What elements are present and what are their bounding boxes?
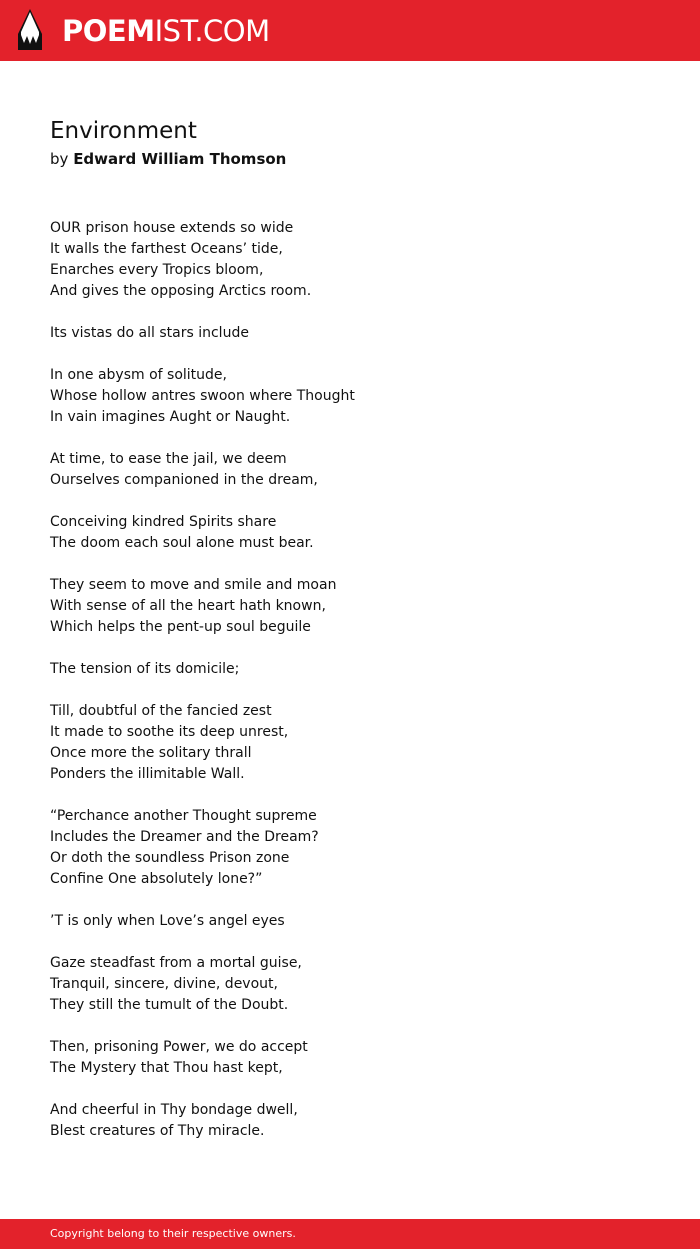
- poem-line: It walls the farthest Oceans’ tide,: [50, 241, 283, 257]
- poem-line: And gives the opposing Arctics room.: [50, 283, 312, 299]
- poem-line: The tension of its domicile;: [50, 661, 240, 677]
- poem-line: ’T is only when Love’s angel eyes: [50, 913, 285, 929]
- poem-line: Blest creatures of Thy miracle.: [50, 1123, 265, 1139]
- stanza: [50, 659, 650, 680]
- poem-line: Then, prisoning Power, we do accept: [50, 1039, 308, 1055]
- poem-line: Ourselves companioned in the dream,: [50, 472, 318, 488]
- poem-line: OUR prison house extends so wide: [50, 220, 294, 236]
- poem-line: With sense of all the heart hath known,: [50, 598, 326, 614]
- stanza: [50, 701, 650, 785]
- poem-line: In one abysm of solitude,: [50, 367, 227, 383]
- poem-line: Ponders the illimitable Wall.: [50, 766, 245, 782]
- stanza: [50, 512, 650, 554]
- pencil-icon[interactable]: [17, 9, 43, 51]
- poem-line: Enarches every Tropics bloom,: [50, 262, 264, 278]
- poem-line: Tranquil, sincere, divine, devout,: [50, 976, 278, 992]
- author-name: Edward William Thomson: [73, 150, 287, 168]
- stanza: [50, 806, 650, 890]
- poem-title: Environment: [50, 118, 197, 144]
- stanza: [50, 575, 650, 638]
- poem-line: Gaze steadfast from a mortal guise,: [50, 955, 302, 971]
- stanza: [50, 323, 650, 344]
- brand-strong: POEM: [62, 14, 155, 48]
- stanza: [50, 218, 650, 302]
- poem-line: They seem to move and smile and moan: [50, 577, 337, 593]
- site-logo[interactable]: [62, 11, 270, 51]
- poem-line: The Mystery that Thou hast kept,: [50, 1060, 283, 1076]
- poem-line: It made to soothe its deep unrest,: [50, 724, 289, 740]
- poem-line: They still the tumult of the Doubt.: [50, 997, 289, 1013]
- poem-line: Which helps the pent-up soul beguile: [50, 619, 311, 635]
- poem-line: The doom each soul alone must bear.: [50, 535, 314, 551]
- poem-line: Includes the Dreamer and the Dream?: [50, 829, 319, 845]
- brand-light: IST.COM: [154, 14, 270, 48]
- poem-body: [50, 218, 650, 1163]
- stanza: [50, 1037, 650, 1079]
- site-footer: [0, 1219, 700, 1249]
- copyright-text: Copyright belong to their respective owners.: [50, 1227, 296, 1240]
- poem-line: At time, to ease the jail, we deem: [50, 451, 287, 467]
- stanza: [50, 1100, 650, 1142]
- poem-line: Whose hollow antres swoon where Thought: [50, 388, 355, 404]
- poem-line: Its vistas do all stars include: [50, 325, 249, 341]
- stanza: [50, 365, 650, 428]
- stanza: [50, 449, 650, 491]
- stanza: [50, 953, 650, 1016]
- poem-line: In vain imagines Aught or Naught.: [50, 409, 291, 425]
- by-label: by: [50, 150, 69, 168]
- poem-line: Or doth the soundless Prison zone: [50, 850, 290, 866]
- poem-line: Till, doubtful of the fancied zest: [50, 703, 272, 719]
- site-header: [0, 0, 700, 61]
- poem-line: Once more the solitary thrall: [50, 745, 252, 761]
- stanza: [50, 911, 650, 932]
- poem-line: Conceiving kindred Spirits share: [50, 514, 277, 530]
- poem-line: “Perchance another Thought supreme: [50, 808, 317, 824]
- poem-line: Confine One absolutely lone?”: [50, 871, 263, 887]
- byline: [50, 148, 286, 170]
- poem-line: And cheerful in Thy bondage dwell,: [50, 1102, 298, 1118]
